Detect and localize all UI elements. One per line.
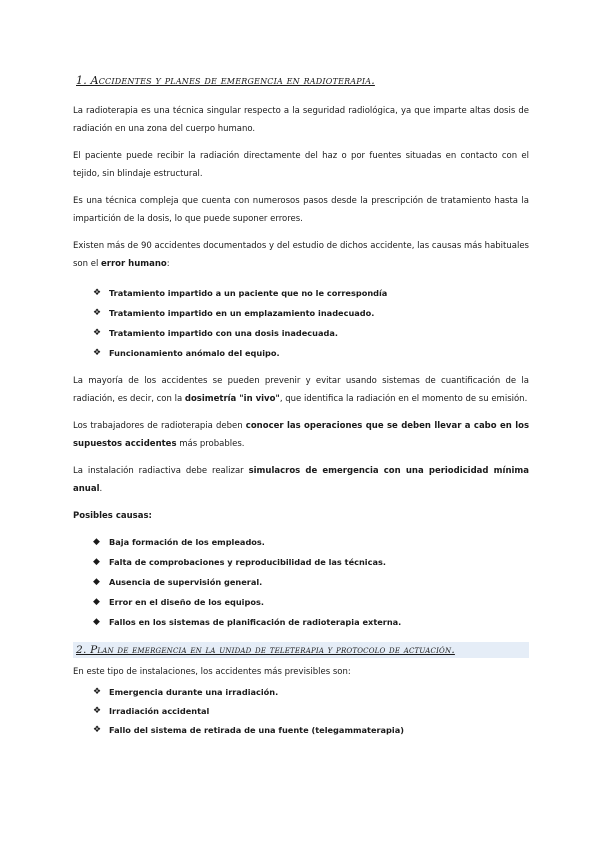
diamond-bullet-icon: ◆ xyxy=(93,556,100,567)
section-1-heading: 1. Accidentes y planes de emergencia en radioterapia. xyxy=(76,74,375,87)
document-page xyxy=(73,72,529,750)
causes-label: Posibles causas: xyxy=(73,511,152,521)
diamond-bullet-icon: ◆ xyxy=(93,576,100,587)
simulacros-emphasis: simulacros de emergencia con una periodicidad mínima anual xyxy=(73,466,529,494)
arrow-bullet-icon: ❖ xyxy=(93,288,102,298)
list-item: ❖ Fallo del sistema de retirada de una fuente (telegammaterapia) xyxy=(93,721,529,740)
paragraph-3: Es una técnica compleja que cuenta con numerosos pasos desde la prescripción de tratamiento hasta la impartición de la dosis, lo que puede suponer errores. xyxy=(73,196,529,224)
arrow-bullet-icon: ❖ xyxy=(93,725,102,735)
arrow-bullet-icon: ❖ xyxy=(93,328,102,338)
section-2-heading: 2. Plan de emergencia en la unidad de teleterapia y protocolo de actuación. xyxy=(73,642,529,658)
list-item: ❖ Tratamiento impartido a un paciente que no le correspondía xyxy=(93,283,529,303)
paragraph-5: La mayoría de los accidentes se pueden prevenir y evitar usando sistemas de cuantificación de la radiación, es decir, con la dosimetría "in vivo", que identifica la radiación en el momento de su emisión. xyxy=(73,376,529,404)
diamond-bullet-icon: ◆ xyxy=(93,596,100,607)
paragraph-4 xyxy=(73,238,529,273)
list-item: ❖ Irradiación accidental xyxy=(93,702,529,721)
list-item: ❖ Emergencia durante una irradiación. xyxy=(93,683,529,702)
diamond-bullet-icon: ◆ xyxy=(93,536,100,547)
arrow-bullet-icon: ❖ xyxy=(93,348,102,358)
list-item: ◆ Error en el diseño de los equipos. xyxy=(93,592,529,612)
error-humano-emphasis: error humano xyxy=(101,258,167,269)
diamond-bullet-icon: ◆ xyxy=(93,616,100,627)
section-2-intro: En este tipo de instalaciones, los accidentes más previsibles son: xyxy=(73,666,351,677)
causes-list xyxy=(73,532,529,632)
list-item: ◆ Baja formación de los empleados. xyxy=(93,532,529,552)
accidents-list xyxy=(73,683,529,740)
paragraph-6: Los trabajadores de radioterapia deben conocer las operaciones que se deben llevar a cabo en los supuestos accidentes más probables. xyxy=(73,421,530,449)
operaciones-emphasis: conocer las operaciones que se deben llevar a cabo en los supuestos accidentes xyxy=(73,421,530,449)
list-item: ◆ Fallos en los sistemas de planificación de radioterapia externa. xyxy=(93,612,529,632)
list-item: ❖ Tratamiento impartido con una dosis inadecuada. xyxy=(93,323,529,343)
dosimetria-emphasis: dosimetría "in vivo" xyxy=(184,393,280,404)
paragraph-7: La instalación radiactiva debe realizar simulacros de emergencia con una periodicidad mínima anual. xyxy=(73,466,529,494)
paragraph-2: El paciente puede recibir la radiación directamente del haz o por fuentes situadas en contacto con el tejido, sin blindaje estructural. xyxy=(73,151,529,179)
human-error-list xyxy=(73,283,529,363)
list-item: ◆ Falta de comprobaciones y reproducibilidad de las técnicas. xyxy=(93,552,529,572)
arrow-bullet-icon: ❖ xyxy=(93,706,102,716)
paragraph-1: La radioterapia es una técnica singular respecto a la seguridad radiológica, ya que imparte altas dosis de radiación en una zona del cuerpo humano. xyxy=(73,106,529,134)
arrow-bullet-icon: ❖ xyxy=(93,687,102,697)
list-item: ❖ Funcionamiento anómalo del equipo. xyxy=(93,343,529,363)
paragraph-4-end: : xyxy=(166,258,170,269)
arrow-bullet-icon: ❖ xyxy=(93,308,102,318)
list-item: ◆ Ausencia de supervisión general. xyxy=(93,572,529,592)
paragraph-4-text: Existen más de 90 accidentes documentados y del estudio de dichos accidente, las causas más habituales son el xyxy=(73,241,529,269)
list-item: ❖ Tratamiento impartido en un emplazamiento inadecuado. xyxy=(93,303,529,323)
